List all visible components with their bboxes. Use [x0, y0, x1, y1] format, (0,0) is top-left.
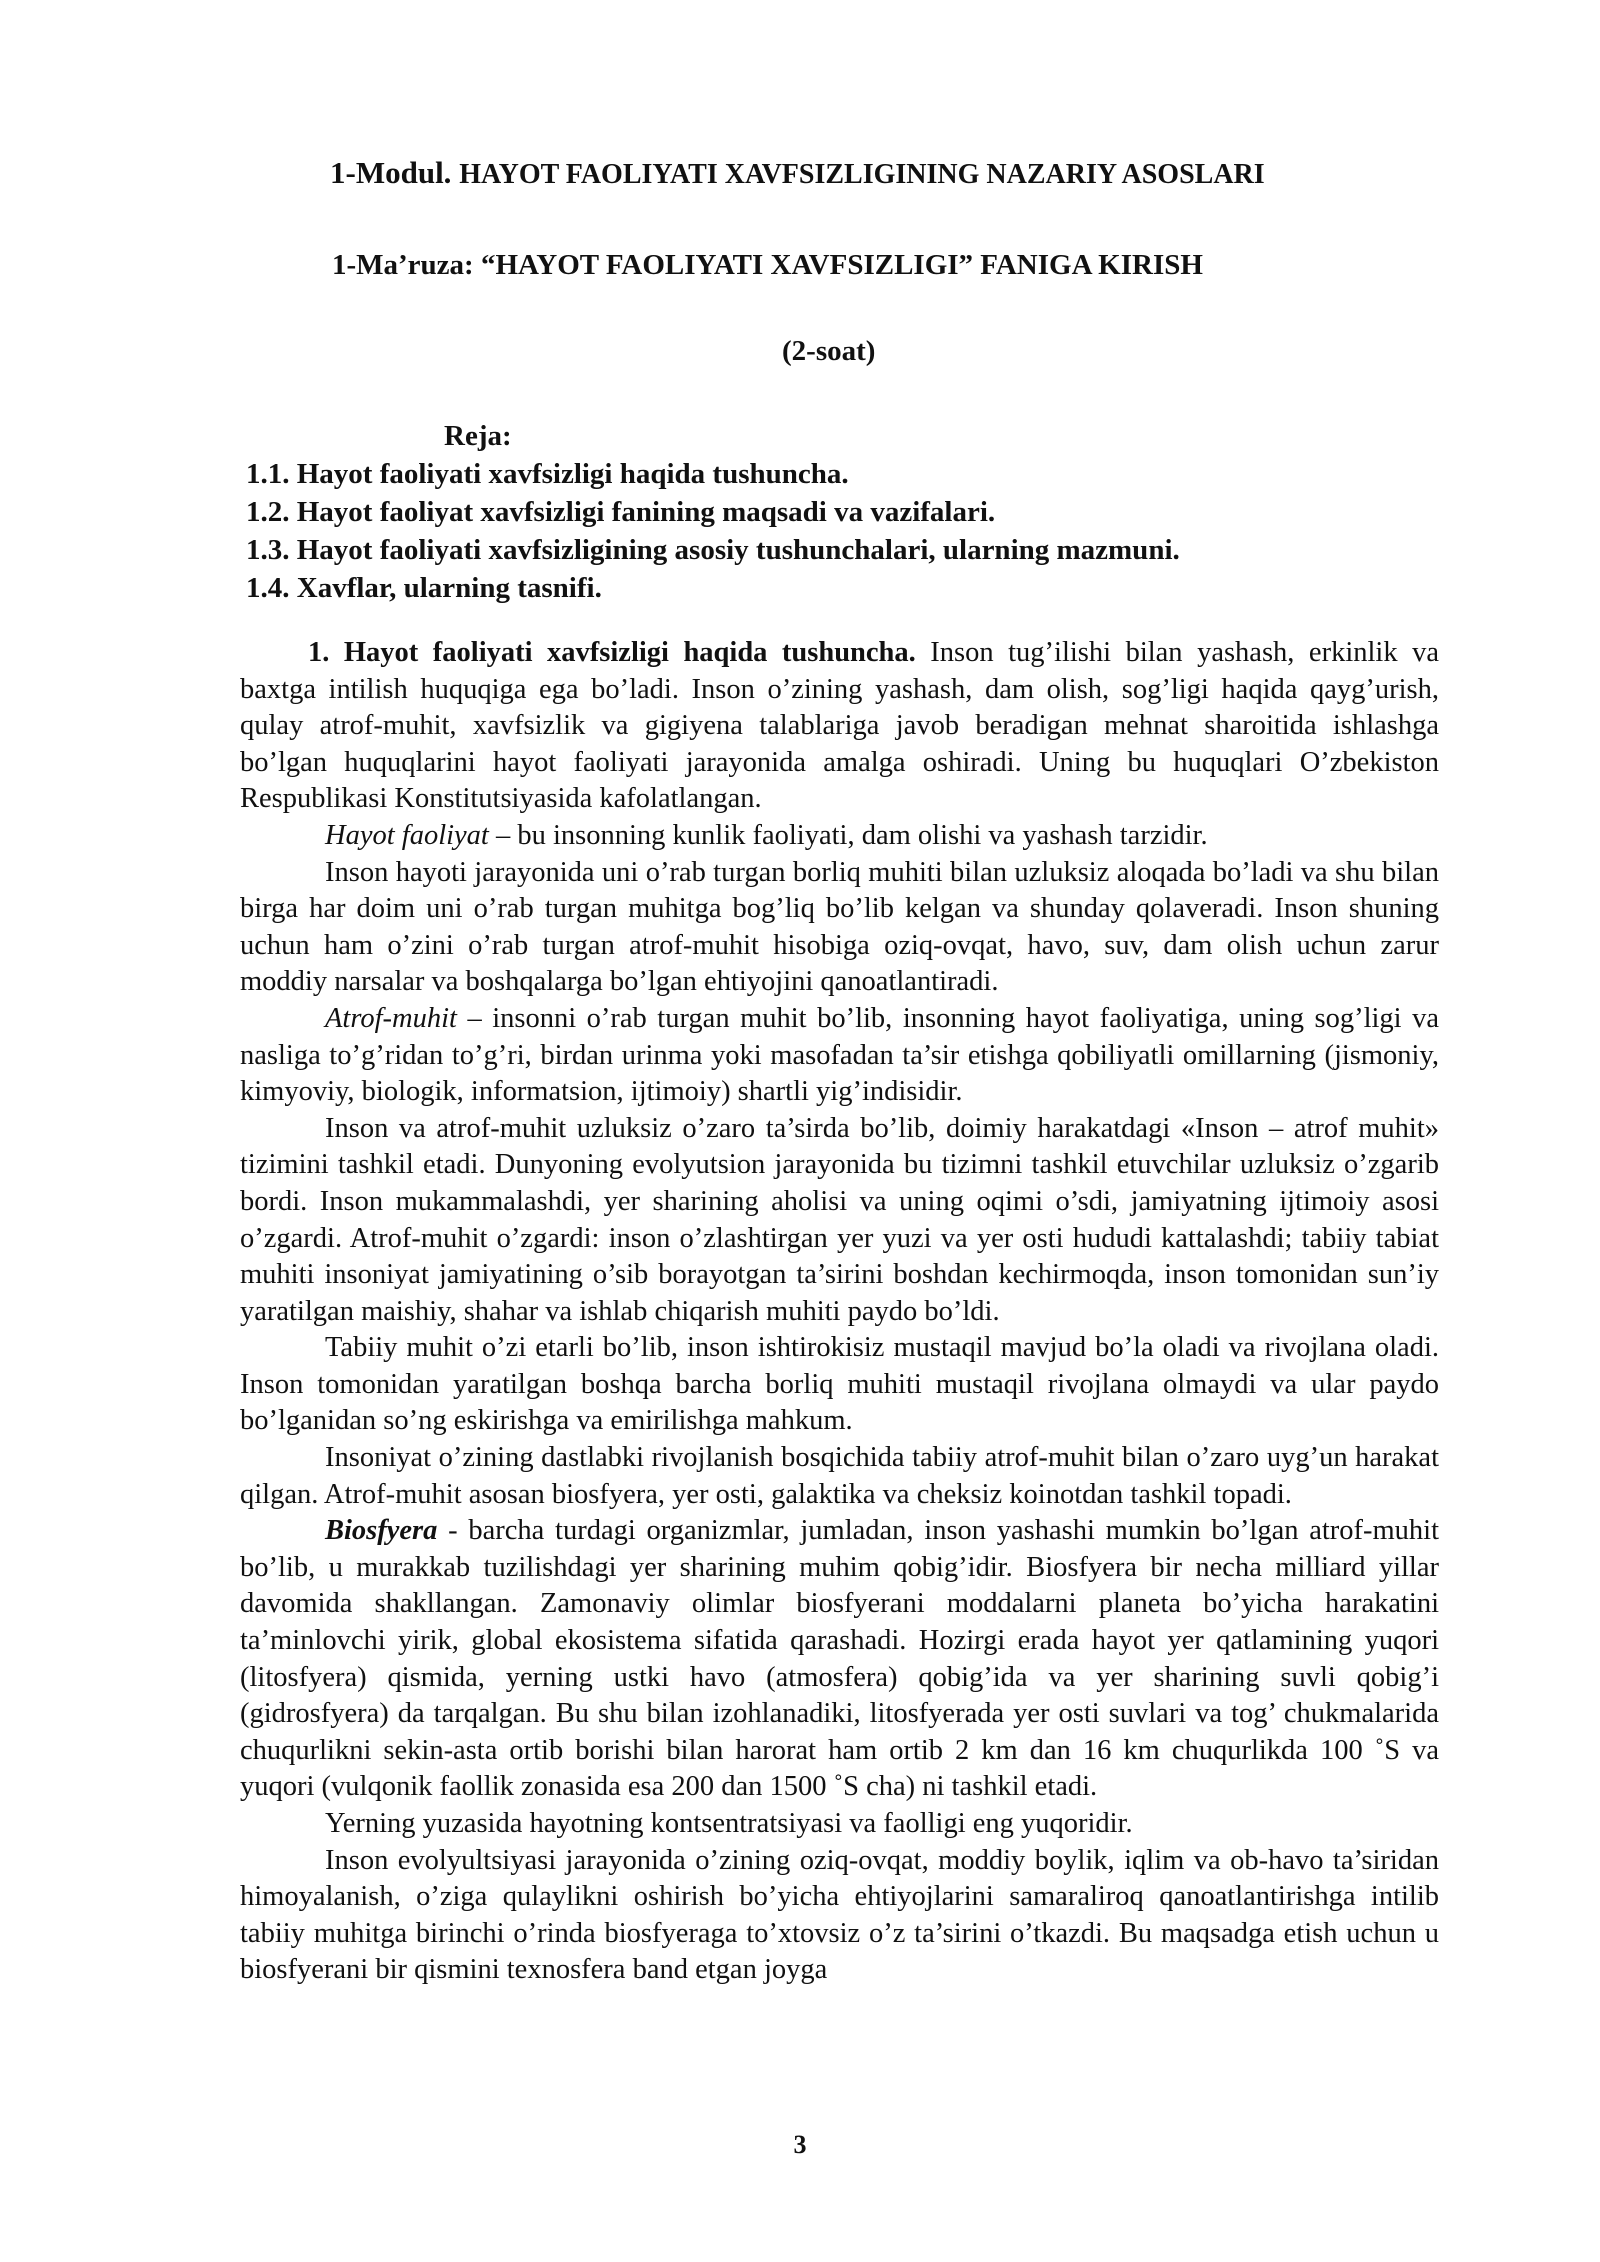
module-title	[330, 153, 1439, 195]
paragraph: Inson hayoti jarayonida uni o’rab turgan borliq muhiti bilan uzluksiz aloqada bo’ladi va shu bilan birga har doim uni o’rab turgan muhitga bog’liq bo’lib kelgan va shunday qolaveradi. Inson shuning uchun ham o’zini o’rab turgan atrof-muhit hisobiga oziq-ovqat, havo, suv, dam olish uchun zarur moddiy narsalar va boshqalarga bo’lgan ehtiyojini qanoatlantiradi.	[240, 856, 1439, 998]
plan-item: 1.3. Hayot faoliyati xavfsizligining asosiy tushunchalari, ularning mazmuni.	[246, 534, 1180, 566]
plan-heading: Reja:	[444, 420, 512, 452]
term: Atrof-muhit	[325, 1002, 457, 1034]
plan-item: 1.1. Hayot faoliyati xavfsizligi haqida tushuncha.	[246, 458, 849, 490]
paragraph: Tabiiy muhit o’zi etarli bo’lib, inson ishtirokisiz mustaqil mavjud bo’la oladi va rivojlana oladi. Inson tomonidan yaratilgan boshqa barcha borliq muhiti mustaqil rivojlana olmaydi va ular paydo bo’lganidan so’ng eskirishga va emirilishga mahkum.	[240, 1332, 1439, 1437]
module-prefix: 1-Modul.	[330, 155, 452, 190]
paragraph: Hayot faoliyat – bu insonning kunlik faoliyati, dam olishi va yashash tarzidir.	[325, 819, 1208, 851]
lecture-title: 1-Ma’ruza: “HAYOT FAOLIYATI XAVFSIZLIGI” FANIGA KIRISH	[332, 249, 1203, 281]
term: Hayot faoliyat	[325, 819, 489, 851]
lecture-hours: (2-soat)	[782, 335, 876, 367]
paragraph: Biosfyera - barcha turdagi organizmlar, jumladan, inson yashashi mumkin bo’lgan atrof-muhit bo’lib, u murakkab tuzilishdagi yer sharining muhim qobig’idir. Biosfyera bir necha milliard yillar davomida shakllangan. Zamonaviy olimlar biosfyerani moddalarni planeta bo’yicha harakatini ta’minlovchi yirik, global ekosistema sifatida qarashadi. Hozirgi erada hayot yer qatlamining yuqori (litosfyera) qismida, yerning ustki havo (atmosfera) qobig’ida va yer sharining suvli qobig’i (gidrosfyera) da tarqalgan. Bu shu bilan izohlanadiki, litosfyerada yer osti suvlari va tog’ chukmalarida chuqurlikni sekin-asta ortib borishi bilan harorat ham ortib 2 km dan 16 km chuqurlikda 100 ˚S va yuqori (vulqonik faollik zonasida esa 200 dan 1500 ˚S cha) ni tashkil etadi.	[240, 1515, 1439, 1803]
plan-list	[246, 455, 1439, 607]
paragraph: Inson va atrof-muhit uzluksiz o’zaro ta’sirda bo’lib, doimiy harakatdagi «Inson – atrof muhit» tizimini tashkil etadi. Dunyoning evolyutsion jarayonida bu tizimni tashkil etuvchilar uzluksiz o’zgarib bordi. Inson mukammalashdi, yer sharining aholisi va uning oqimi o’sdi, jamiyatning ijtimoiy asosi o’zgardi. Atrof-muhit o’zgardi: inson o’zlashtirgan yer yuzi va yer osti hududi kattalashdi; tabiiy tabiat muhiti insoniyat jamiyatining o’sib borayotgan ta’sirini boshdan kechirmoqda, inson tomonidan sun’iy yaratilgan maishiy, shahar va ishlab chiqarish muhiti paydo bo’ldi.	[240, 1112, 1439, 1327]
paragraph: Insoniyat o’zining dastlabki rivojlanish bosqichida tabiiy atrof-muhit bilan o’zaro uyg’un harakat qilgan. Atrof-muhit asosan biosfyera, yer osti, galaktika va cheksiz koinotdan tashkil topadi.	[240, 1442, 1439, 1510]
paragraph: Atrof-muhit – insonni o’rab turgan muhit bo’lib, insonning hayot faoliyatiga, uning sog’ligi va nasliga to’g’ridan to’g’ri, birdan urinma yoki masofadan ta’sir etishga qobiliyatli omillarning (jismoniy, kimyoviy, biologik, informatsion, ijtimoiy) shartli yig’indisidir.	[240, 1002, 1439, 1108]
module-title-text: HAYOT FAOLIYATI XAVFSIZLIGINING NAZARIY ASOSLARI	[459, 159, 1265, 190]
plan-item: 1.4. Xavflar, ularning tasnifi.	[246, 572, 602, 604]
paragraph: Inson evolyultsiyasi jarayonida o’zining oziq-ovqat, moddiy boylik, iqlim va ob-havo ta’siridan himoyalanish, o’ziga qulaylikni oshirish bo’yicha ehtiyojlarini samaraliroq qanoatlantirishga intilib tabiiy muhitga birinchi o’rinda biosfyeraga to’xtovsiz o’z ta’sirini o’tkazdi. Bu maqsadga etish uchun u biosfyerani bir qismini texnosfera band etgan joyga	[240, 1844, 1439, 1986]
term: Biosfyera	[325, 1515, 438, 1547]
page-number: 3	[793, 2130, 807, 2159]
body-text	[240, 635, 1439, 1989]
section-heading: 1. Hayot faoliyati xavfsizligi haqida tushuncha.	[308, 637, 916, 668]
paragraph: 1. Hayot faoliyati xavfsizligi haqida tushuncha. Inson tug’ilishi bilan yashash, erkinlik va baxtga intilish huquqiga ega bo’ladi. Inson o’zining yashash, dam olish, sog’ligi haqida qayg’urish, qulay atrof-muhit, xavfsizlik va gigiyena talablariga javob beradigan mehnat sharoitida ishlashga bo’lgan huquqlarini hayot faoliyati jarayonida amalga oshiradi. Uning bu huquqlari O’zbekiston Respublikasi Konstitutsiyasida kafolatlangan.	[240, 637, 1439, 815]
paragraph: Yerning yuzasida hayotning kontsentratsiyasi va faolligi eng yuqoridir.	[325, 1808, 1133, 1839]
plan-item: 1.2. Hayot faoliyat xavfsizligi fanining maqsadi va vazifalari.	[246, 496, 996, 528]
